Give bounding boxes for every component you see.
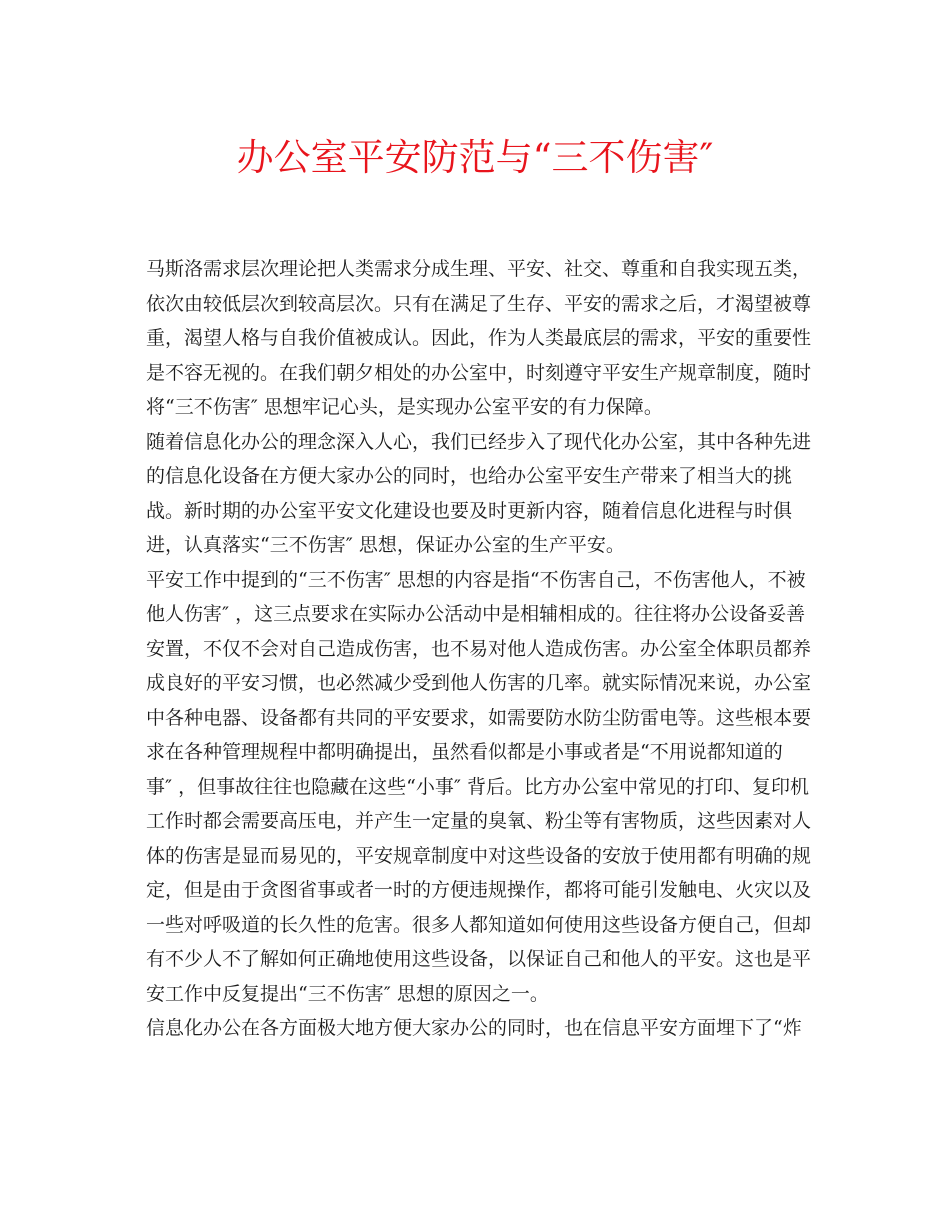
text-line: 将“三不伤害″ 思想牢记心头，是实现办公室平安的有力保障。 <box>146 396 663 418</box>
text-line: 是不容无视的。在我们朝夕相处的办公室中，时刻遵守平安生产规章制度，随时 <box>146 361 812 384</box>
text-line: 中各种电器、设备都有共同的平安要求，如需要防水防尘防雷电等。这些根本要 <box>146 706 812 729</box>
document-body <box>146 252 816 1046</box>
text-line: 依次由较低层次到较高层次。只有在满足了生存、平安的需求之后，才渴望被尊 <box>146 292 812 315</box>
text-line: 一些对呼吸道的长久性的危害。很多人都知道如何使用这些设备方便自己，但却 <box>146 913 812 936</box>
text-line: 事″ ，但事故往往也隐藏在这些“小事″ 背后。比方办公室中常见的打印、复印机 <box>146 775 809 798</box>
text-line: 定，但是由于贪图省事或者一时的方便违规操作，都将可能引发触电、火灾以及 <box>146 879 812 901</box>
text-line: 的信息化设备在方便大家办公的同时，也给办公室平安生产带来了相当大的挑 <box>146 465 793 487</box>
text-line: 求在各种管理规程中都明确提出，虽然看似都是小事或者是“不用说都知道的 <box>146 741 783 763</box>
text-line: 随着信息化办公的理念深入人心，我们已经步入了现代化办公室，其中各种先进 <box>146 430 812 453</box>
text-line: 成良好的平安习惯，也必然减少受到他人伤害的几率。就实际情况来说，办公室 <box>146 672 812 694</box>
text-line: 战。新时期的办公室平安文化建设也要及时更新内容，随着信息化进程与时俱 <box>146 499 793 522</box>
text-line: 工作时都会需要高压电，并产生一定量的臭氧、粉尘等有害物质，这些因素对人 <box>146 810 812 832</box>
text-line: 信息化办公在各方面极大地方便大家办公的同时，也在信息平安方面埋下了“炸 <box>146 1017 802 1039</box>
text-line: 马斯洛需求层次理论把人类需求分成生理、平安、社交、尊重和自我实现五类， <box>146 258 812 280</box>
text-line: 有不少人不了解如何正确地使用这些设备，以保证自己和他人的平安。这也是平 <box>146 948 812 970</box>
text-line: 进，认真落实“三不伤害″ 思想，保证办公室的生产平安。 <box>146 534 625 556</box>
text-line: 安置，不仅不会对自己造成伤害，也不易对他人造成伤害。办公室全体职员都养 <box>146 637 812 660</box>
text-line: 安工作中反复提出“三不伤害″ 思想的原因之一。 <box>146 982 549 1005</box>
text-line: 体的伤害是显而易见的，平安规章制度中对这些设备的安放于使用都有明确的规 <box>146 844 812 867</box>
text-line: 他人伤害″ ，这三点要求在实际办公活动中是相辅相成的。往往将办公设备妥善 <box>146 603 806 625</box>
text-line: 平安工作中提到的“三不伤害″ 思想的内容是指“不伤害自己，不伤害他人，不被 <box>146 568 806 591</box>
text-line: 重，渴望人格与自我价值被成认。因此，作为人类最底层的需求，平安的重要性 <box>146 327 812 349</box>
document-title: 办公室平安防范与“三不伤害″ <box>236 136 714 179</box>
